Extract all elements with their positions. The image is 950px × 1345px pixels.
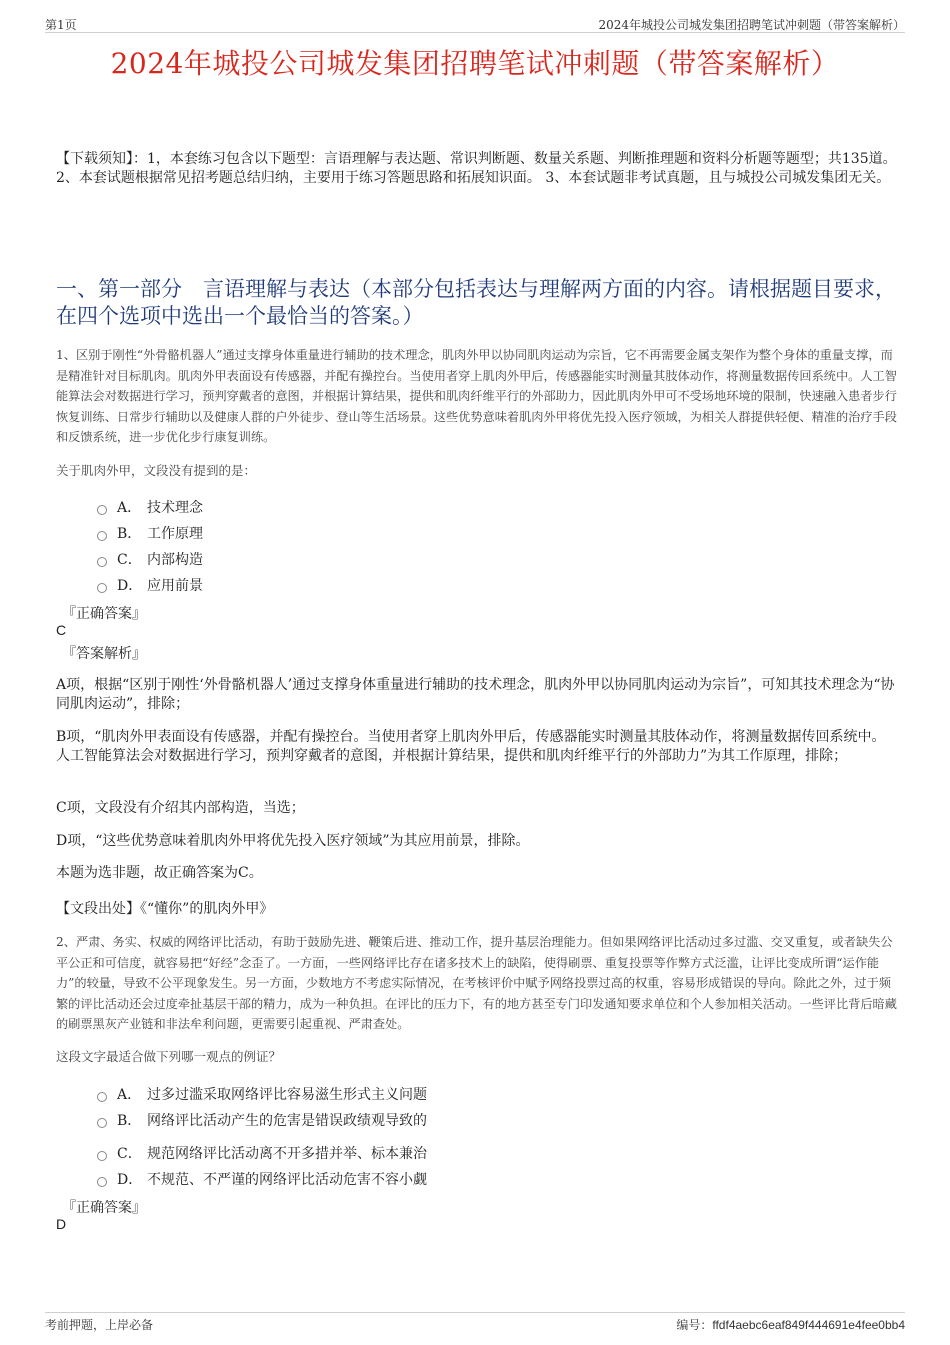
radio-icon[interactable] [97, 583, 107, 593]
question-1-prompt: 关于肌肉外甲，文段没有提到的是： [56, 463, 257, 478]
radio-icon[interactable] [97, 1092, 107, 1102]
radio-icon[interactable] [97, 531, 107, 541]
page-number: 第1页 [45, 18, 77, 32]
question-1-passage: 1、区别于刚性“外骨骼机器人”通过支撑身体重量进行辅助的技术理念，肌肉外甲以协同肌肉运动为宗旨，它不再需要金属支架作为整个身体的重量支撑，而是精准针对目标肌肉。肌肉外甲表面设有传感器，并配有操控台。当使用者穿上肌肉外甲后，传感器能实时测量其肢体动作，将测量数据传回系统中。人工智能算法会对数据进行学习，预判穿戴者的意图，并根据计算结果，提供和肌肉纤维平行的外部助力，因此肌肉外甲可不受场地环境的限制，快速融入患者步行恢复训练、日常步行辅助以及健康人群的户外徒步、登山等生活场景。这些优势意味着肌肉外甲将优先投入医疗领域，为相关人群提供轻便、精准的治疗手段和反馈系统，进一步优化步行康复训练。 [56, 348, 897, 444]
document-title: 2024年城投公司城发集团招聘笔试冲刺题（带答案解析） [110, 47, 840, 80]
q1-explanation-c: C项，文段没有介绍其内部构造，当选； [56, 800, 305, 816]
radio-icon[interactable] [97, 1177, 107, 1187]
q1-analysis-label: 『答案解析』 [62, 646, 146, 662]
q1-answer-label: 『正确答案』 [62, 606, 146, 622]
q1-explanation-a: A项，根据“区别于刚性‘外骨骼机器人’通过支撑身体重量进行辅助的技术理念，肌肉外甲以协同肌肉运动为宗旨”，可知其技术理念为“协同肌肉运动”，排除； [56, 677, 895, 712]
q1-conclusion: 本题为选非题，故正确答案为C。 [56, 865, 263, 881]
section-heading: 一、第一部分 言语理解与表达（本部分包括表达与理解两方面的内容。请根据题目要求，在四个选项中选出一个最恰当的答案。） [56, 277, 896, 328]
header-doc-title: 2024年城投公司城发集团招聘笔试冲刺题（带答案解析） [598, 18, 905, 32]
radio-icon[interactable] [97, 1151, 107, 1161]
q2-answer-label: 『正确答案』 [62, 1200, 146, 1216]
q1-explanation-b: B项，“肌肉外甲表面设有传感器，并配有操控台。当使用者穿上肌肉外甲后，传感器能实时测量其肢体动作，将测量数据传回系统中。人工智能算法会对数据进行学习，预判穿戴者的意图，并根据计算结果，提供和肌肉纤维平行的外部助力”为其工作原理，排除； [56, 729, 886, 764]
q2-option-d[interactable]: D． 不规范、不严谨的网络评比活动危害不容小觑 [97, 1169, 427, 1189]
radio-icon[interactable] [97, 505, 107, 515]
q2-option-b[interactable]: B． 网络评比活动产生的危害是错误政绩观导致的 [97, 1110, 427, 1130]
footer-slogan: 考前押题，上岸必备 [45, 1318, 154, 1332]
q1-explanation-d: D项，“这些优势意味着肌肉外甲将优先投入医疗领域”为其应用前景，排除。 [56, 833, 530, 849]
q1-source: 【文段出处】《“懂你”的肌肉外甲》 [56, 901, 274, 917]
q2-option-a[interactable]: A． 过多过滥采取网络评比容易滋生形式主义问题 [97, 1084, 427, 1104]
page-footer [45, 1312, 905, 1333]
q1-option-c[interactable]: C． 内部构造 [97, 549, 203, 569]
radio-icon[interactable] [97, 557, 107, 567]
page-header [45, 14, 905, 33]
q1-option-b[interactable]: B． 工作原理 [97, 523, 203, 543]
q1-answer: C [56, 622, 67, 638]
q2-answer: D [56, 1216, 67, 1232]
q1-option-a[interactable]: A． 技术理念 [97, 497, 203, 517]
download-notice: 【下载须知】：1，本套练习包含以下题型：言语理解与表达题、常识判断题、数量关系题、判断推理题和资料分析题等题型；共135道。 2、本套试题根据常见招考题总结归纳，主要用于练习答题思路和拓展知识面。 3、本套试题非考试真题，且与城投公司城发集团无关。 [56, 151, 897, 186]
q1-option-d[interactable]: D． 应用前景 [97, 575, 203, 595]
q2-option-c[interactable]: C． 规范网络评比活动离不开多措并举、标本兼治 [97, 1143, 427, 1163]
question-2-prompt: 这段文字最适合做下列哪一观点的例证？ [56, 1049, 282, 1064]
question-2-passage: 2、严肃、务实、权威的网络评比活动，有助于鼓励先进、鞭策后进、推动工作，提升基层治理能力。但如果网络评比活动过多过滥、交叉重复，或者缺失公平公正和可信度，就容易把“好经”念歪了。一方面，一些网络评比存在诸多技术上的缺陷，使得刷票、重复投票等作弊方式泛滥，让评比变成所谓“运作能力”的较量，导致不公平现象发生。另一方面，少数地方不考虑实际情况，在考核评价中赋予网络投票过高的权重，容易形成错误的导向。除此之外，过于频繁的评比活动还会过度牵扯基层干部的精力，成为一种负担。在评比的压力下，有的地方甚至专门印发通知要求单位和个人参加相关活动。一些评比背后暗藏的刷票黑灰产业链和非法牟利问题，更需要引起重视、严肃查处。 [56, 935, 897, 1031]
radio-icon[interactable] [97, 1118, 107, 1128]
footer-id: 编号：ffdf4aebc6eaf849f444691e4fee0bb4 [676, 1318, 905, 1332]
